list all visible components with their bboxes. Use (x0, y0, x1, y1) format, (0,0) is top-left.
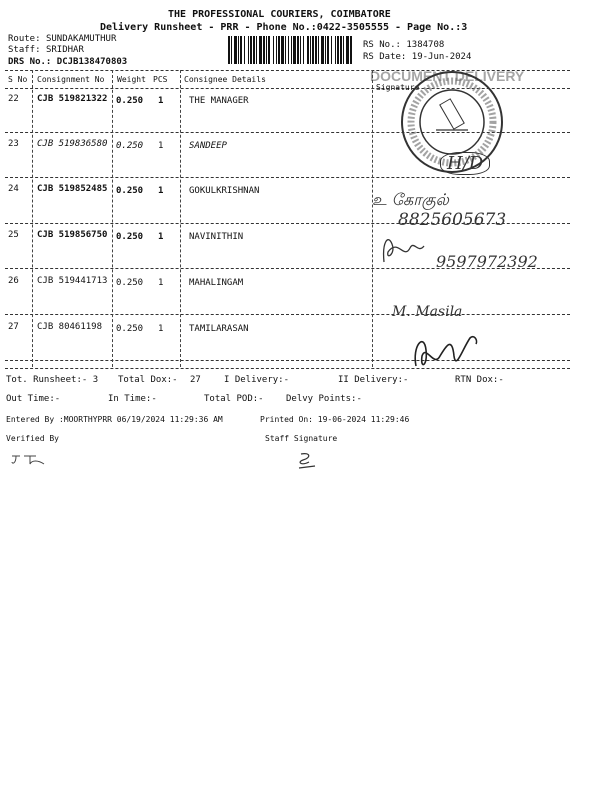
barcode-bar (318, 36, 319, 64)
barcode-bar (244, 36, 245, 64)
rtn-dox: RTN Dox:- (455, 375, 504, 385)
barcode-bar (321, 36, 324, 64)
cell-consignment: CJB 519852485 (37, 184, 108, 194)
rs-date-value: 19-Jun-2024 (411, 52, 472, 62)
col-pcs: PCS (153, 75, 168, 84)
staff-signature-mark (295, 450, 325, 472)
total-pod: Total POD:- (204, 394, 264, 404)
barcode-bar (300, 36, 301, 64)
barcode-bar (256, 36, 257, 64)
row-rule (5, 177, 570, 178)
cell-consignment: CJB 519441713 (37, 276, 108, 286)
staff-row (8, 45, 84, 55)
barcode-bar (238, 36, 239, 64)
row26-handwriting: M. Masila (392, 304, 463, 320)
barcode-bar (248, 36, 249, 64)
route-row (8, 34, 116, 44)
cell-weight: 0.250 (116, 324, 144, 334)
rs-no-value: 1384708 (406, 40, 445, 50)
row25-signature (374, 232, 434, 270)
cell-pcs: 1 (158, 278, 164, 288)
barcode-bar (228, 36, 230, 64)
entered-by: Entered By :MOORTHYPRR 06/19/2024 11:29:36 AM (6, 415, 223, 424)
rs-no-row (363, 40, 444, 50)
drs-label: DRS No.: (8, 57, 52, 67)
barcode-bar (310, 36, 311, 64)
total-dox-value: 27 (190, 375, 201, 385)
cell-consignment: CJB 519856750 (37, 230, 108, 240)
barcode-bar (307, 36, 309, 64)
cell-sno: 23 (8, 139, 19, 149)
document-delivery-stamp: DOCUMENT DELIVERY (370, 68, 525, 84)
barcode-bar (250, 36, 252, 64)
total-dox-label: Total Dox:- (118, 375, 178, 385)
cell-pcs: 1 (158, 232, 164, 242)
column-divider (372, 70, 373, 367)
barcode-bar (303, 36, 304, 64)
rs-date-row (363, 52, 471, 62)
cell-sno: 25 (8, 230, 19, 240)
column-divider (180, 70, 181, 367)
barcode (228, 36, 354, 64)
col-signature: Signature (376, 83, 420, 92)
barcode-bar (331, 36, 332, 64)
col-sno: S No (8, 75, 28, 84)
row27-signature (404, 326, 494, 374)
barcode-bar (285, 36, 286, 64)
route-value: SUNDAKAMUTHUR (45, 34, 117, 44)
cell-sno: 26 (8, 276, 19, 286)
drs-row (8, 57, 127, 67)
barcode-bar (281, 36, 284, 64)
cell-consignee: MAHALINGAM (189, 278, 244, 288)
barcode-bar (291, 36, 292, 64)
cell-consignee: NAVINITHIN (189, 232, 244, 242)
barcode-bar (337, 36, 339, 64)
cell-weight: 0.250 (116, 278, 144, 288)
cell-pcs: 1 (158, 96, 164, 106)
column-divider (32, 70, 33, 367)
row-rule (5, 314, 570, 315)
barcode-bar (350, 36, 352, 64)
barcode-bar (325, 36, 326, 64)
runsheet-subtitle: Delivery Runsheet - PRR - Phone No.:0422-3505555 - Page No.:3 (100, 22, 468, 33)
barcode-bar (278, 36, 280, 64)
barcode-bar (346, 36, 349, 64)
barcode-bar (273, 36, 274, 64)
cell-consignee: TAMILARASAN (189, 324, 249, 334)
delvy-points: Delvy Points:- (286, 394, 362, 404)
col-consignee: Consignee Details (184, 75, 266, 84)
barcode-bar (297, 36, 299, 64)
barcode-bar (268, 36, 270, 64)
barcode-bar (253, 36, 255, 64)
hd-handwriting: H/D (440, 152, 490, 175)
i-delivery: I Delivery:- (224, 375, 290, 385)
cell-consignee: THE MANAGER (189, 96, 249, 106)
row25-phone-handwriting: 9597972392 (436, 252, 538, 271)
staff-signature-label: Staff Signature (265, 434, 338, 443)
row24-phone-handwriting: 8825605673 (398, 210, 507, 230)
row24-name-handwriting: உ கோகுல் (372, 190, 449, 209)
barcode-bar (240, 36, 242, 64)
barcode-bar (266, 36, 267, 64)
company-title: THE PROFESSIONAL COURIERS, COIMBATORE (168, 9, 391, 20)
drs-value: DCJB138470803 (56, 57, 128, 67)
barcode-bar (315, 36, 317, 64)
column-divider (112, 70, 113, 367)
col-weight: Weight (117, 75, 146, 84)
cell-sno: 27 (8, 322, 19, 332)
barcode-bar (335, 36, 336, 64)
barcode-bar (288, 36, 289, 64)
cell-sno: 22 (8, 94, 19, 104)
ii-delivery: II Delivery:- (338, 375, 409, 385)
cell-consignee: SANDEEP (189, 141, 227, 151)
cell-consignee: GOKULKRISHNAN (189, 186, 260, 196)
tot-runsheet: Tot. Runsheet:- 3 (6, 375, 99, 385)
cell-pcs: 1 (158, 141, 164, 151)
staff-value: SRIDHAR (45, 45, 84, 55)
cell-sno: 24 (8, 184, 19, 194)
cell-weight: 0.250 (116, 141, 144, 151)
barcode-bar (312, 36, 314, 64)
barcode-bar (234, 36, 237, 64)
cell-consignment: CJB 80461198 (37, 322, 103, 332)
cell-weight: 0.250 (116, 186, 144, 196)
barcode-bar (276, 36, 277, 64)
cell-consignment: CJB 519836580 (37, 139, 108, 149)
barcode-bar (327, 36, 329, 64)
verified-by-signature (10, 450, 60, 468)
cell-pcs: 1 (158, 186, 164, 196)
out-time: Out Time:- (6, 394, 61, 404)
cell-consignment: CJB 519821322 (37, 94, 108, 104)
in-time: In Time:- (108, 394, 157, 404)
rs-no-label: RS No.: (363, 40, 401, 50)
cell-weight: 0.250 (116, 232, 144, 242)
barcode-bar (340, 36, 342, 64)
rs-date-label: RS Date: (363, 52, 407, 62)
verified-by-label: Verified By (6, 434, 59, 443)
cell-weight: 0.250 (116, 96, 144, 106)
barcode-bar (231, 36, 232, 64)
col-consignment: Consignment No (37, 75, 105, 84)
barcode-bar (343, 36, 344, 64)
staff-label: Staff: (8, 45, 41, 55)
barcode-bar (293, 36, 296, 64)
printed-on: Printed On: 19-06-2024 11:29:46 (260, 415, 410, 424)
barcode-bar (259, 36, 262, 64)
route-label: Route: (8, 34, 41, 44)
barcode-bar (263, 36, 265, 64)
cell-pcs: 1 (158, 324, 164, 334)
